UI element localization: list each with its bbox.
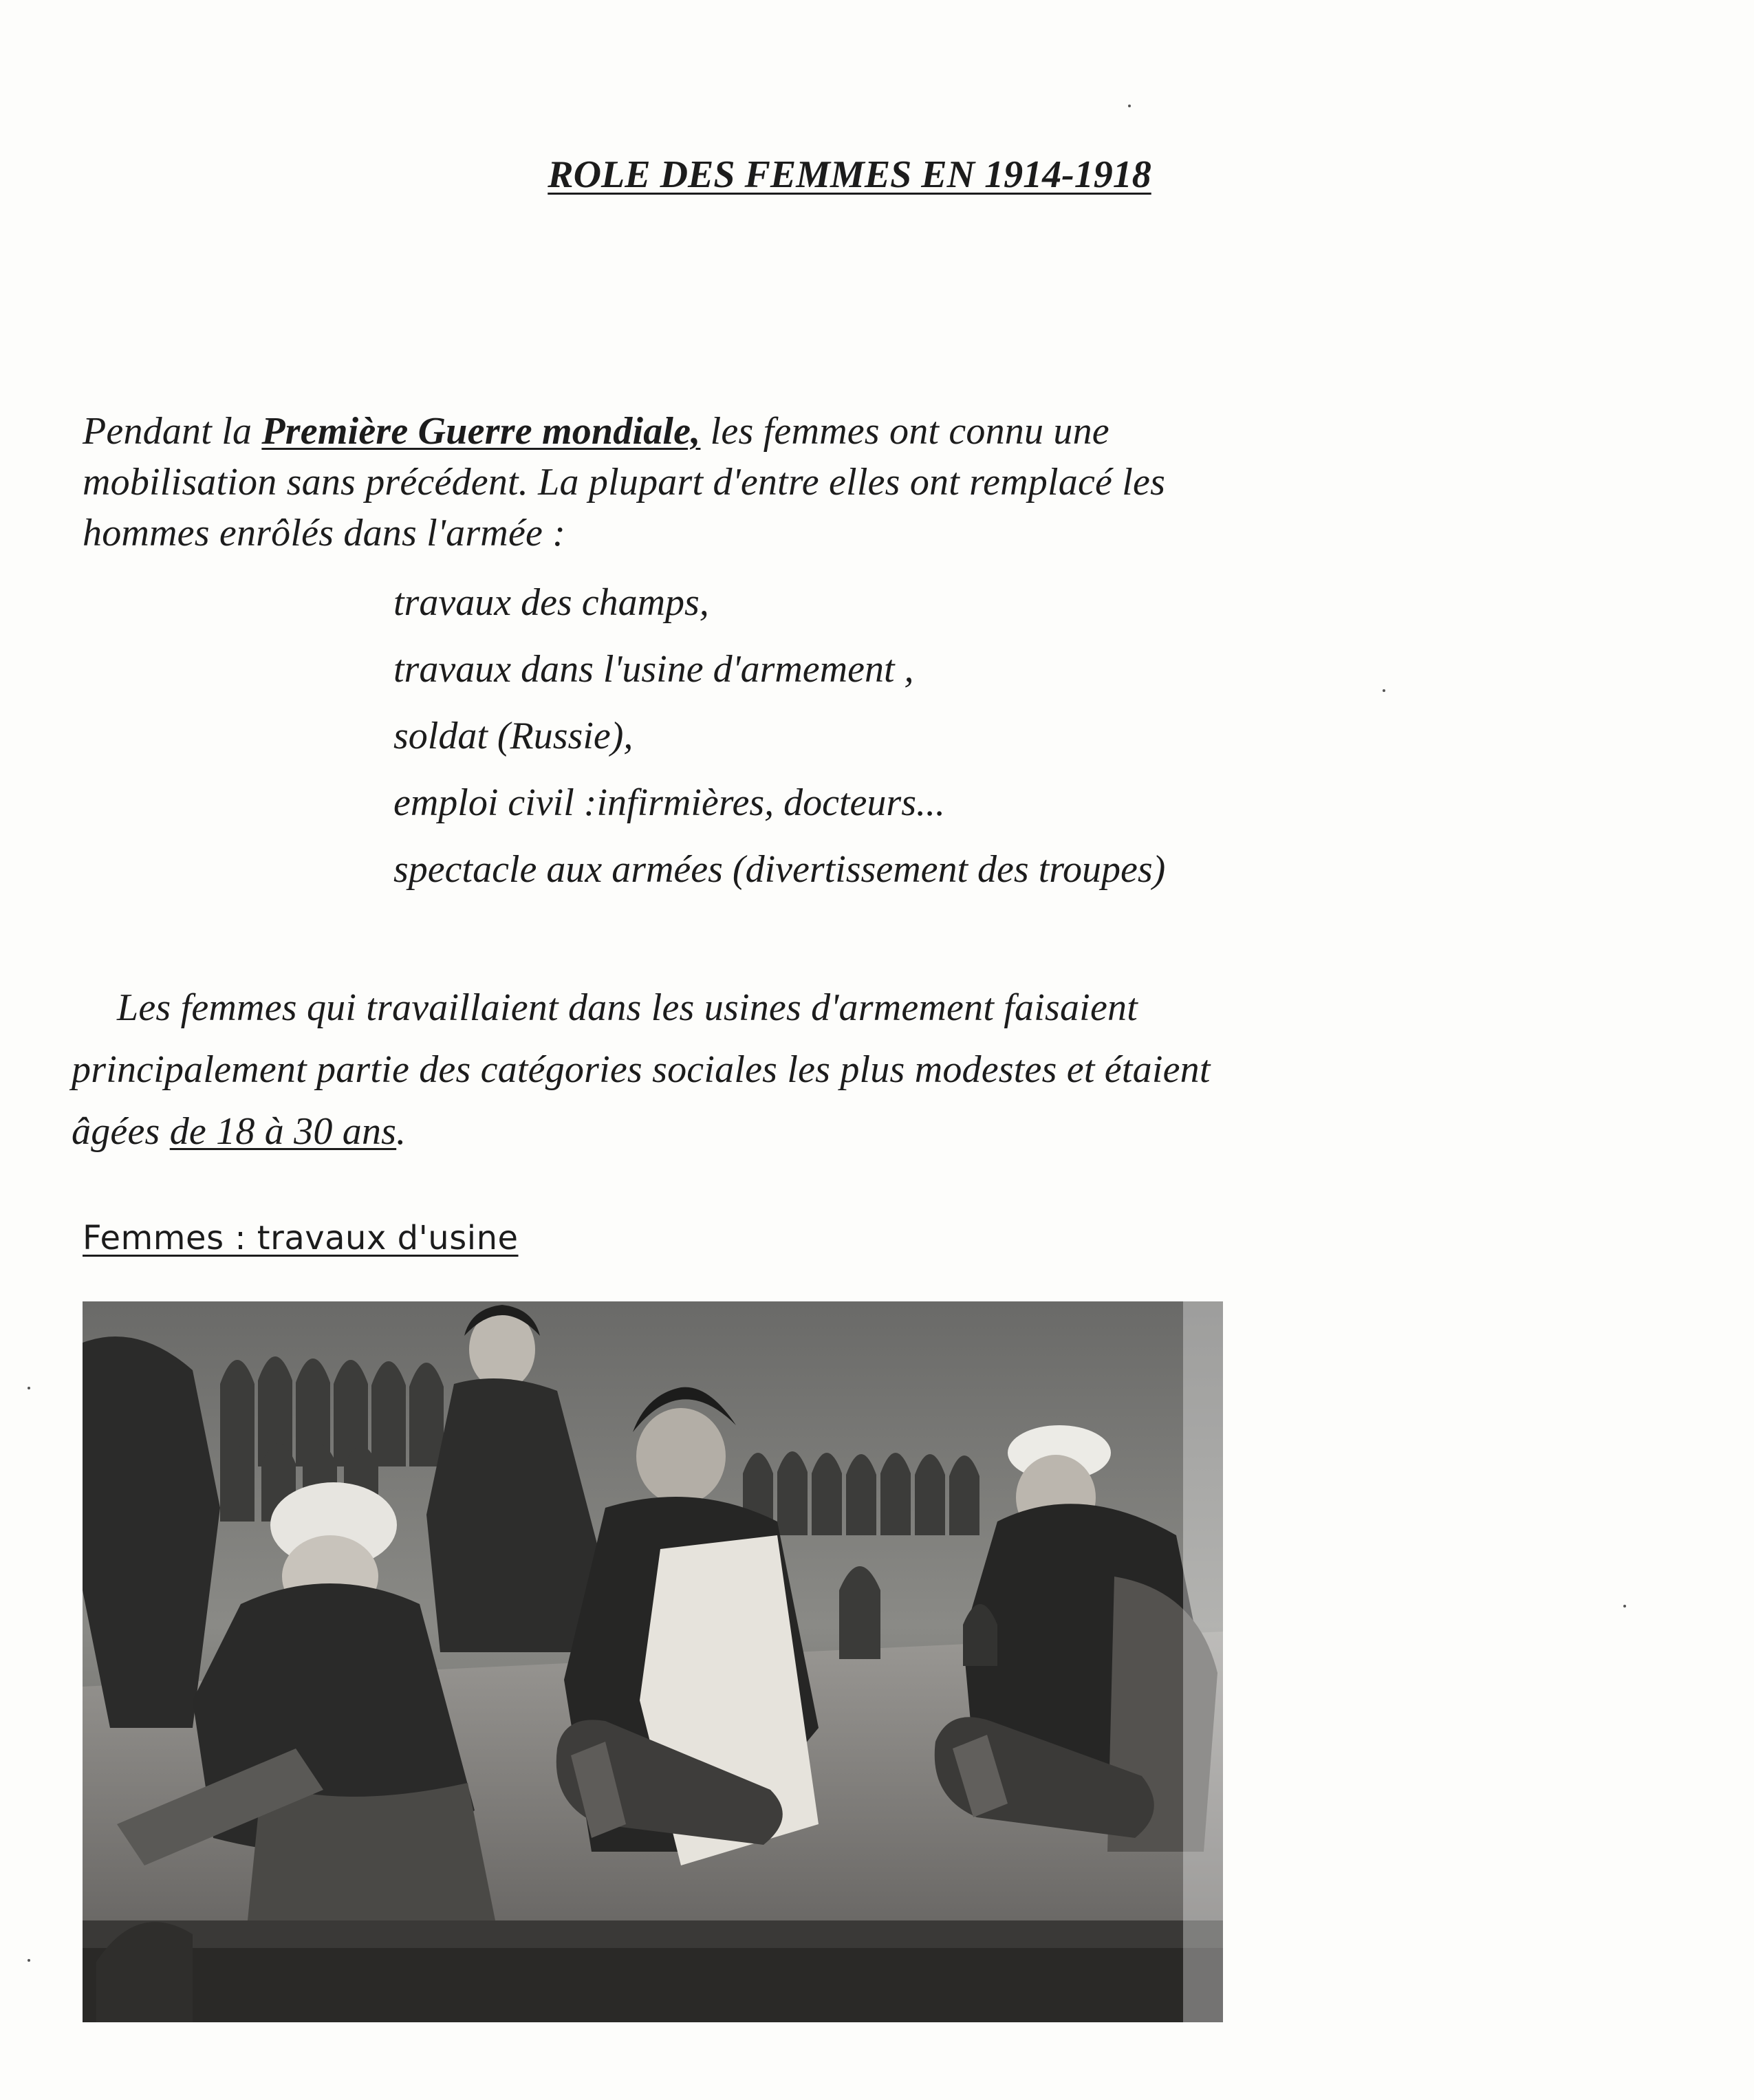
factory-line-2: principalement partie des catégories sociales les plus modestes et étaient <box>72 1048 1211 1091</box>
factory-photo <box>83 1301 1223 2022</box>
role-item: soldat (Russie), <box>393 715 634 757</box>
document-title: ROLE DES FEMMES EN 1914-1918 <box>548 153 1151 196</box>
role-item: travaux des champs, <box>393 581 709 624</box>
role-item: travaux dans l'usine d'armement , <box>393 648 914 691</box>
roles-list <box>393 578 1165 911</box>
intro-paragraph <box>83 406 1527 559</box>
age-range: de 18 à 30 ans <box>169 1110 397 1153</box>
scan-speck <box>28 1387 30 1389</box>
role-item: spectacle aux armées (divertissement des troupes) <box>393 848 1166 891</box>
factory-paragraph <box>72 977 1447 1162</box>
scan-speck <box>28 1959 30 1962</box>
factory-line-1: Les femmes qui travaillaient dans les usines d'armement faisaient <box>117 986 1138 1029</box>
intro-line-2: mobilisation sans précédent. La plupart d'entre elles ont remplacé les <box>83 461 1166 504</box>
scan-speck <box>1128 105 1131 107</box>
scan-speck <box>1623 1605 1626 1608</box>
section-title: Femmes : travaux d'usine <box>83 1219 519 1257</box>
factory-line-3 <box>72 1101 1447 1162</box>
scan-speck <box>1383 689 1385 692</box>
intro-highlight: Première Guerre mondiale, <box>261 410 701 453</box>
role-item: emploi civil :infirmières, docteurs... <box>393 781 945 824</box>
intro-line-3: hommes enrôlés dans l'armée : <box>83 512 566 554</box>
intro-after: les femmes ont connu une <box>700 410 1109 453</box>
intro-before: Pendant la <box>83 410 262 453</box>
factory-line-3-after: . <box>396 1110 407 1153</box>
intro-line-1 <box>83 406 1527 457</box>
factory-line-3-before: âgées <box>72 1110 170 1153</box>
factory-photo-image <box>83 1301 1223 2022</box>
